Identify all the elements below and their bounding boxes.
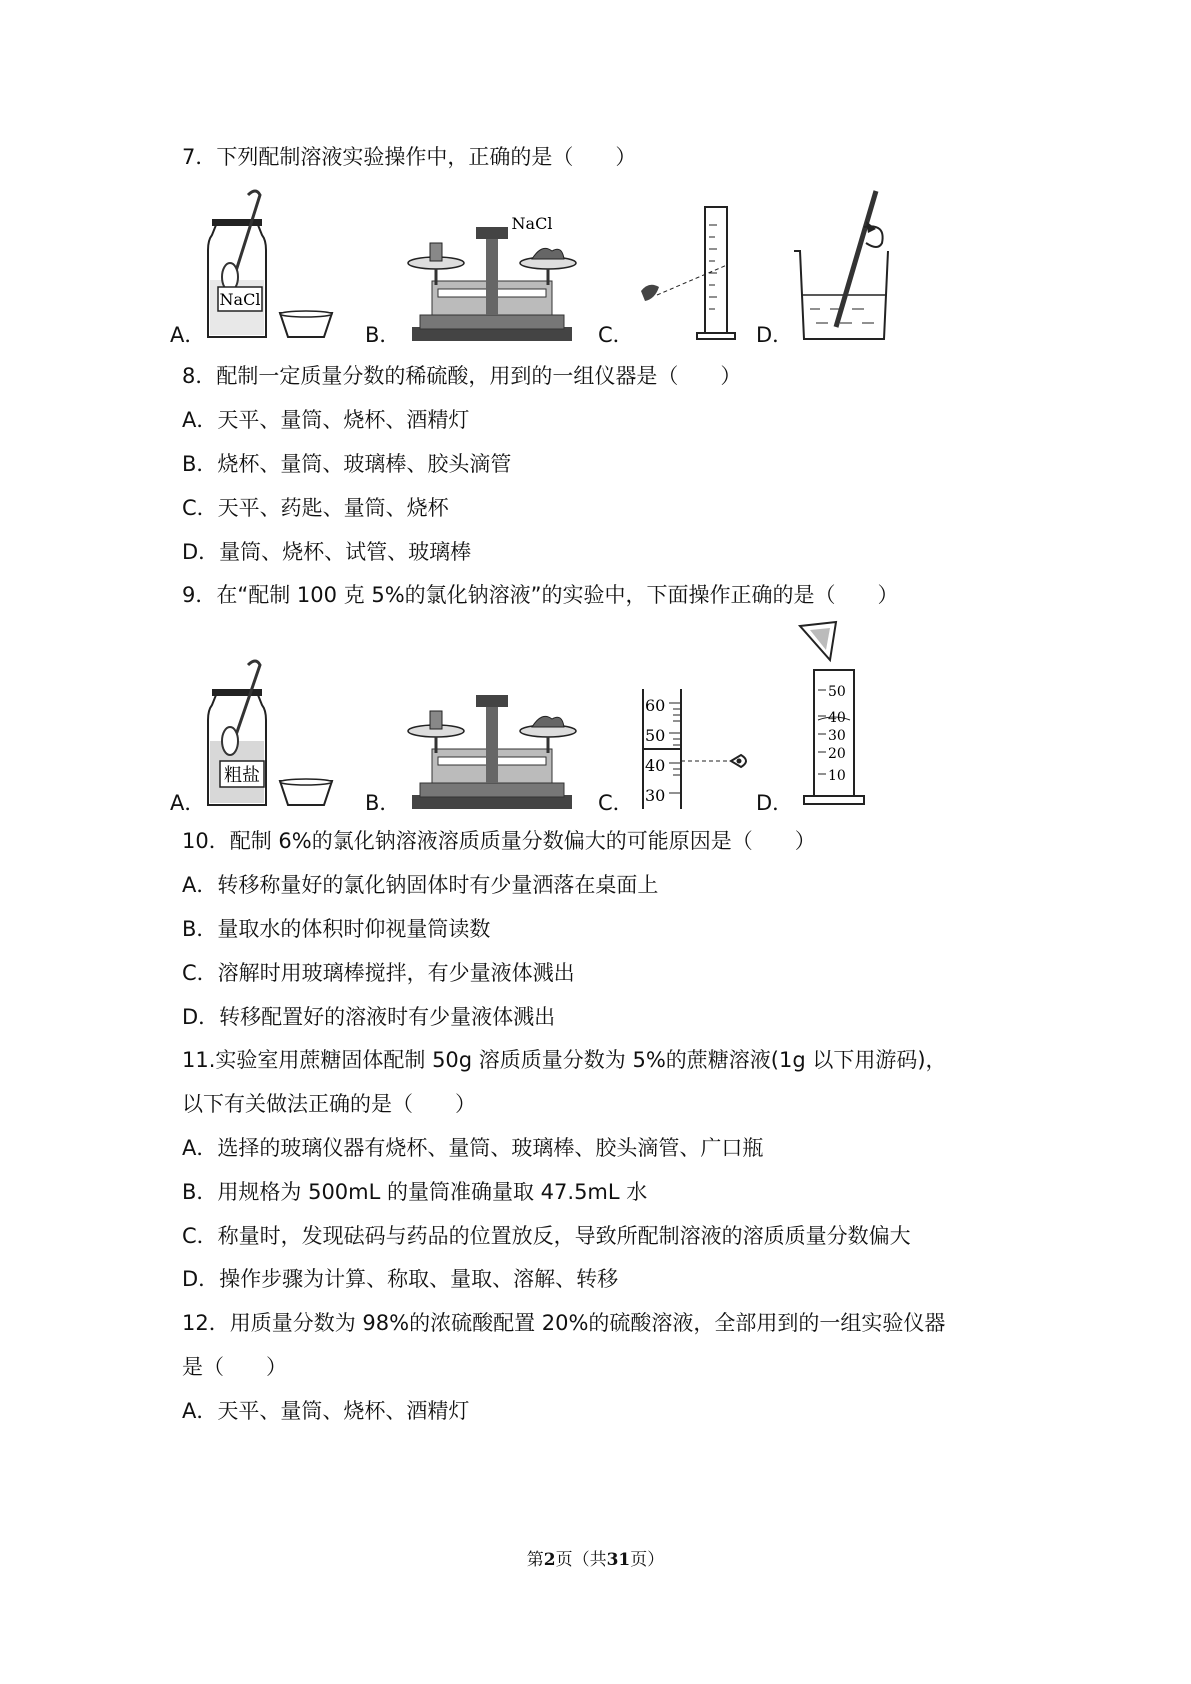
q9-c-tick-30: 30 [645,786,666,805]
q9-jar-label: 粗盐 [224,765,260,786]
q9-c-tick-50: 50 [645,726,666,745]
q8-option-d: D．量筒、烧杯、试管、玻璃棒 [182,540,472,564]
q9-figure-d-cylinder-pouring [790,620,880,813]
q10-option-b: B．量取水的体积时仰视量筒读数 [182,917,491,941]
q11-option-d: D．操作步骤为计算、称取、量取、溶解、转移 [182,1267,619,1291]
q12-option-a: A．天平、量筒、烧杯、酒精灯 [182,1399,470,1423]
q9-d-tick-30: 30 [828,728,846,744]
footer-middle: 页（共 [555,1550,607,1570]
q7-stem: 7．下列配制溶液实验操作中，正确的是（ ） [182,145,637,169]
q7-figure-d-beaker [790,185,900,345]
q8-option-c: C．天平、药匙、量筒、烧杯 [182,496,449,520]
q7-figure-a-reagent-jar [200,185,340,345]
q10-stem: 10．配制 6%的氯化钠溶液溶质质量分数偏大的可能原因是（ ） [182,829,816,853]
footer-suffix: 页） [630,1550,665,1570]
q9-stem: 9．在“配制 100 克 5%的氯化钠溶液”的实验中，下面操作正确的是（ ） [182,583,899,607]
q7-figure-c-cylinder [635,195,745,345]
q10-option-d: D．转移配置好的溶液时有少量液体溅出 [182,1005,556,1029]
q12-stem-line-2: 是（ ） [182,1355,287,1379]
footer-prefix: 第 [526,1550,544,1570]
q9-d-tick-20: 20 [828,746,846,762]
q9-c-tick-40: 40 [645,756,666,775]
q7-label-a: A． [170,323,206,347]
footer-page-number: 2 [543,1550,556,1570]
q11-option-a: A．选择的玻璃仪器有烧杯、量筒、玻璃棒、胶头滴管、广口瓶 [182,1136,764,1160]
q11-stem-line-1: 11.实验室用蔗糖固体配制 50g 溶质质量分数为 5%的蔗糖溶液(1g 以下用游码)， [182,1048,947,1072]
q9-label-c: C． [598,791,634,815]
q7-figure-b-balance [402,205,582,345]
q10-option-a: A．转移称量好的氯化钠固体时有少量洒落在桌面上 [182,873,659,897]
q9-figure-c-cylinder-reading [635,685,755,813]
q8-option-a: A．天平、量筒、烧杯、酒精灯 [182,408,470,432]
page-footer [0,1545,1191,1570]
q10-option-c: C．溶解时用玻璃棒搅拌，有少量液体溅出 [182,961,575,985]
q9-figure-a-reagent-jar [200,655,340,813]
q7-jar-label: NaCl [219,290,261,309]
q8-stem: 8．配制一定质量分数的稀硫酸，用到的一组仪器是（ ） [182,364,742,388]
q9-label-d: D． [756,791,794,815]
q7-label-b: B． [365,323,401,347]
q11-stem-line-2: 以下有关做法正确的是（ ） [182,1092,476,1116]
q9-figure-b-balance [402,675,582,813]
q9-d-tick-40: 40 [828,710,846,726]
q7-label-c: C． [598,323,634,347]
footer-total-pages: 31 [606,1550,631,1570]
q9-c-tick-60: 60 [645,696,666,715]
q7-pan-label: NaCl [511,214,553,233]
q7-label-d: D． [756,323,794,347]
q9-label-a: A． [170,791,206,815]
q9-label-b: B． [365,791,401,815]
q11-option-c: C．称量时，发现砝码与药品的位置放反，导致所配制溶液的溶质质量分数偏大 [182,1224,911,1248]
q9-d-tick-10: 10 [828,768,846,784]
q11-option-b: B．用规格为 500mL 的量筒准确量取 47.5mL 水 [182,1180,648,1204]
q8-option-b: B．烧杯、量筒、玻璃棒、胶头滴管 [182,452,512,476]
q12-stem-line-1: 12．用质量分数为 98%的浓硫酸配置 20%的硫酸溶液，全部用到的一组实验仪器 [182,1311,946,1335]
q9-d-tick-50: 50 [828,684,846,700]
